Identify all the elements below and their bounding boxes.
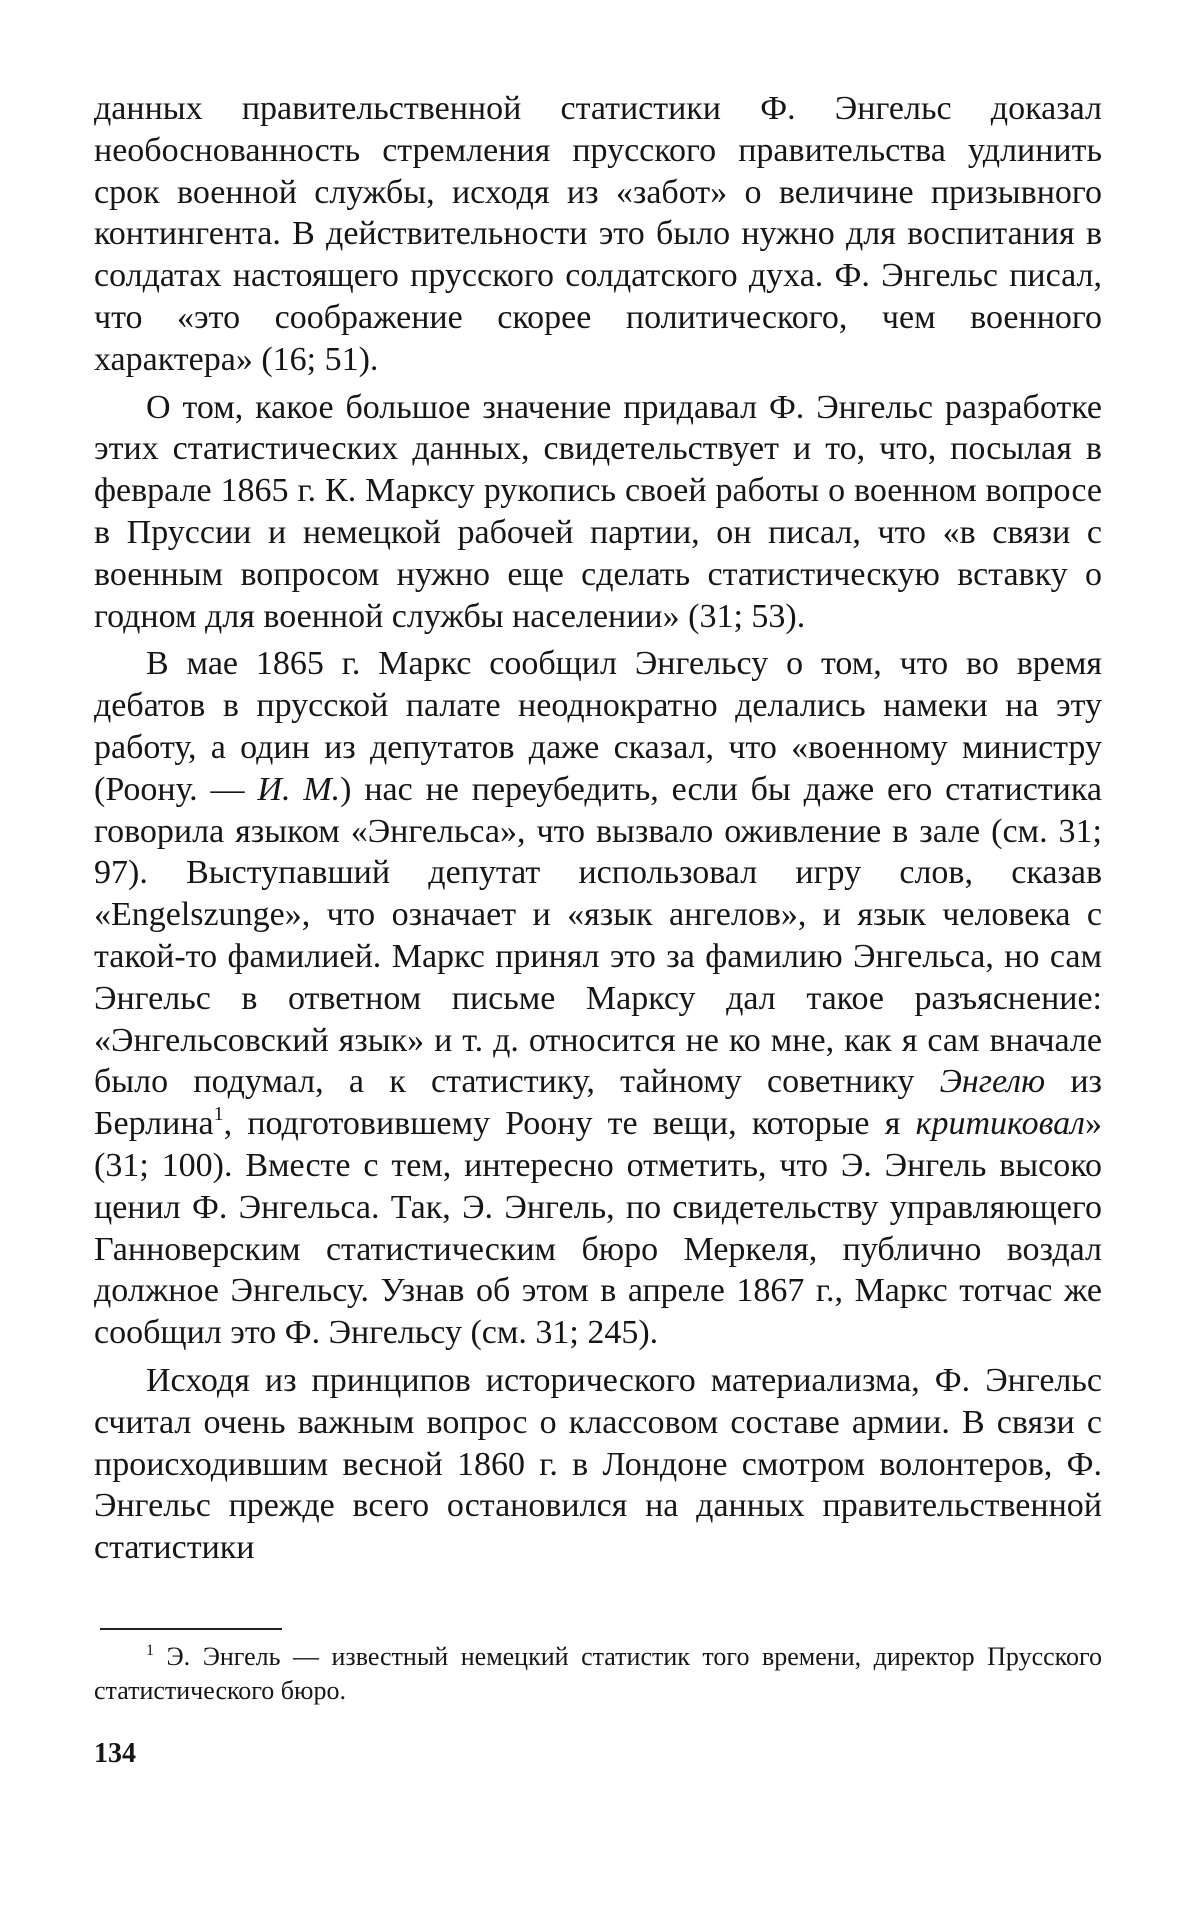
paragraph-3-part-c: ) нас не переубедить, если бы даже его статистика говорила языком «Энгельса», что вызвало оживление в зале (см. 31; 97). Выступавший депутат использовал игру слов, сказав «Engelszunge», что означает и «язык ангелов», и язык человека с такой-то фамилией. Маркс принял это за фамилию Энгельса, но сам Энгельс в ответном письме Марксу дал такое разъяснение: «Энгельсовский язык» и т. д. относится не ко мне, как я сам вначале было подумал, а к статистику, тайному советнику	[94, 770, 1102, 1101]
paragraph-3-part-e: из Берлина	[94, 1063, 1102, 1143]
footnote	[94, 1640, 1102, 1708]
initials-italic: И. М.	[257, 770, 341, 808]
footnote-mark: 1	[146, 1642, 154, 1659]
paragraph-3-part-f: , подготовившему Роону те вещи, которые я	[223, 1105, 916, 1143]
page-number: 134	[94, 1738, 136, 1769]
main-text	[94, 88, 1102, 1569]
footnote-divider	[100, 1628, 282, 1630]
paragraph-2: О том, какое большое значение придавал Ф. Энгельс разработке этих статистических данных, свидетельствует и то, что, посылая в феврале 1865 г. К. Марксу рукопись своей работы о военном вопросе в Пруссии и немецкой рабочей партии, он писал, что «в связи с военным вопросом нужно еще сделать статистическую вставку о годном для военной службы населении» (31; 53).	[94, 388, 1102, 635]
footnote-text: Э. Энгель — известный немецкий статистик того времени, директор Прусского статистического бюро.	[94, 1642, 1102, 1705]
criticized-italic: критиковал	[915, 1105, 1085, 1143]
paragraph-4: Исходя из принципов исторического материализма, Ф. Энгельс считал очень важным вопрос о классовом составе армии. В связи с происходившим весной 1860 г. в Лондоне смотром волонтеров, Ф. Энгельс прежде всего остановился на данных правительственной статистики	[94, 1361, 1102, 1567]
footnote-reference: 1	[213, 1103, 224, 1126]
paragraph-3-part-a: В мае 1865 г. Маркс сообщил Энгельсу о том, что во время дебатов в прусской палате неоднократно делались намеки на эту работу, а один из депутатов даже сказал, что «военному министру (Роону. —	[94, 645, 1102, 808]
name-engel-italic: Энгелю	[939, 1063, 1046, 1101]
paragraph-3-part-h: » (31; 100). Вместе с тем, интересно отметить, что Э. Энгель высоко ценил Ф. Энгельса. Так, Э. Энгель, по свидетельству управляющего Ганноверским статистическим бюро Меркеля, публично воздал должное Энгельсу. Узнав об этом в апреле 1867 г., Маркс тотчас же сообщил это Ф. Энгельсу (см. 31; 245).	[94, 1105, 1102, 1352]
paragraph-3	[94, 643, 1102, 1354]
paragraph-1: данных правительственной статистики Ф. Энгельс доказал необоснованность стремления прусского правительства удлинить срок военной службы, исходя из «забот» о величине призывного контингента. В действительности это было нужно для воспитания в солдатах настоящего прусского солдатского духа. Ф. Энгельс писал, что «это соображение скорее политического, чем военного характера» (16; 51).	[94, 90, 1102, 378]
